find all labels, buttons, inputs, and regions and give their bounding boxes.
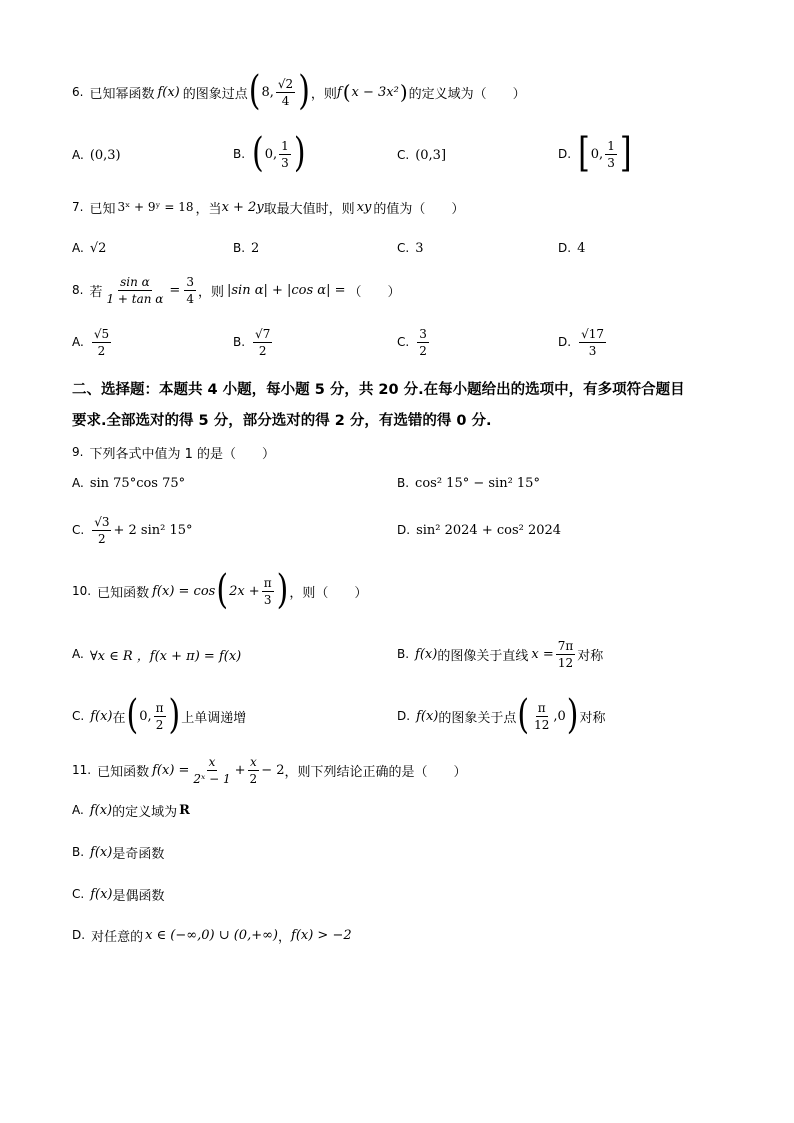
- q9-option-d: [397, 519, 561, 541]
- q11-option-a-label: A.: [72, 803, 84, 817]
- q9-c-den: 2: [98, 531, 106, 546]
- q11-f1-den: 2ˣ − 1: [193, 771, 231, 786]
- q10-c-rparen: ): [168, 691, 181, 739]
- q10-option-c-text-2: 上单调递增: [181, 710, 247, 726]
- q10-lparen: (: [216, 566, 229, 614]
- q10-option-d-frac: [532, 702, 551, 731]
- q7-text-3: 取最大值时，则: [263, 201, 355, 217]
- q8-option-c-frac: [417, 328, 429, 357]
- q7-option-a-label: A.: [72, 241, 84, 255]
- q11-f2-den: 2: [249, 771, 258, 786]
- q9-number: 9.: [72, 445, 84, 459]
- q9-option-c-rest: + 2 sin² 15°: [113, 522, 193, 538]
- q6-point-num: √2: [277, 76, 294, 91]
- q8-text-2: ，则: [197, 284, 224, 300]
- q6-text-2: 的图象过点: [182, 86, 248, 102]
- q6-option-c-label: C.: [397, 148, 410, 162]
- q10-option-a: [72, 643, 241, 665]
- q9-option-d-label: D.: [397, 523, 411, 537]
- q11-option-c-text: 是偶函数: [112, 888, 165, 904]
- q10-option-c-text: 在: [112, 710, 126, 726]
- q10-option-b: [397, 634, 603, 674]
- q6-b-rparen: ): [293, 129, 306, 177]
- q6-f: f: [336, 84, 342, 100]
- q10-d-num: π: [537, 700, 546, 715]
- q9-option-b-value: cos² 15° − sin² 15°: [415, 475, 540, 491]
- q7-option-a: [72, 236, 106, 260]
- q10-d-rparen: ): [566, 691, 579, 739]
- q8-a-den: 2: [97, 343, 106, 358]
- q7-stem: [72, 196, 464, 218]
- q11-option-c-fx: f(x): [90, 886, 113, 902]
- q10-option-c-label: C.: [72, 709, 85, 723]
- q8-a-num: √5: [93, 326, 110, 341]
- q11-f2-num: x: [249, 754, 257, 769]
- q11-option-d-text: 对任意的: [91, 929, 144, 945]
- q7-option-c-label: C.: [397, 241, 410, 255]
- q9-c-num: √3: [94, 514, 110, 529]
- q6-text-1: 已知幂函数: [89, 86, 155, 102]
- q6-paren-right: ): [298, 67, 310, 115]
- q6-d-num: 1: [607, 138, 615, 153]
- q7-option-d: [558, 238, 585, 258]
- q9-text-1: 下列各式中值为 1 的是（ ）: [89, 446, 275, 462]
- q11-option-a-r: R: [179, 802, 190, 818]
- q6-b-zero: 0,: [264, 146, 278, 162]
- q7-option-d-value: 4: [577, 240, 586, 256]
- q11-option-c: [72, 883, 165, 905]
- q10-inner-num: π: [263, 575, 272, 590]
- q6-text-3: ，则: [310, 86, 337, 102]
- q11-text-1: 已知函数: [97, 764, 150, 780]
- q8-b-den: 2: [258, 343, 267, 358]
- q6-point-frac: [276, 78, 295, 107]
- q9-stem: [72, 441, 275, 463]
- q8-b-num: √7: [255, 326, 271, 341]
- q10-option-b-text-2: 对称: [577, 648, 604, 664]
- q11-f1-num: x: [208, 754, 216, 769]
- q8-option-c-label: C.: [397, 335, 410, 349]
- q6-paren-left: (: [248, 67, 261, 115]
- q11-option-a-text: 的定义域为: [112, 804, 178, 820]
- q11-option-b-label: B.: [72, 845, 85, 859]
- q11-option-d-label: D.: [72, 928, 86, 942]
- q10-text-2: ，则（ ）: [289, 585, 368, 601]
- q10-option-d: [397, 691, 606, 739]
- q6-d-zero: 0,: [590, 146, 604, 162]
- q6-option-b: [233, 129, 307, 177]
- q10-option-a-value: ∀x ∈ R ，f(x + π) = f(x): [89, 648, 242, 664]
- q7-option-b: [233, 238, 259, 258]
- q8-lhs-num: sin α: [120, 274, 150, 289]
- q6-d-den: 3: [607, 155, 615, 170]
- q7-option-b-label: B.: [233, 241, 246, 255]
- q10-option-c-a: 0,: [139, 708, 152, 724]
- q8-lhs-frac: [104, 276, 165, 305]
- q8-option-b-label: B.: [233, 335, 246, 349]
- section-2-heading-line-1: 二、选择题：本题共 4 小题，每小题 5 分，共 20 分.在每小题给出的选项中，有多项符合题目: [72, 382, 685, 398]
- q11-option-b-fx: f(x): [90, 844, 113, 860]
- q10-b-den: 12: [557, 655, 574, 670]
- q8-eq: =: [169, 282, 181, 298]
- q6-d-rbracket: ]: [619, 129, 632, 177]
- q7-option-d-label: D.: [558, 241, 572, 255]
- q9-option-a-label: A.: [72, 476, 84, 490]
- q10-lhs: f(x) = cos: [152, 583, 216, 599]
- q10-c-lparen: (: [126, 691, 139, 739]
- q9-option-c: [72, 508, 193, 552]
- q10-option-c-frac: [154, 702, 166, 731]
- q8-c-den: 2: [419, 343, 427, 358]
- q10-inner-frac: [262, 577, 274, 606]
- q6-option-d: [558, 129, 633, 177]
- q8-expression: |sin α| + |cos α| =: [226, 282, 346, 298]
- q10-stem: [72, 566, 368, 614]
- q6-d-frac: [605, 140, 617, 169]
- q8-lhs-den: 1 + tan α: [106, 291, 164, 306]
- q10-option-b-eq: x =: [531, 646, 554, 662]
- q6-stem: [72, 67, 526, 115]
- q11-option-b: [72, 841, 164, 863]
- q9-option-c-label: C.: [72, 523, 85, 537]
- q8-number: 8.: [72, 283, 84, 297]
- q10-inner-den: 3: [263, 592, 272, 607]
- q8-rhs-frac: [184, 276, 196, 305]
- q10-option-d-fx: f(x): [416, 708, 439, 724]
- q8-option-b: [233, 322, 274, 362]
- q11-stem: [72, 750, 467, 790]
- q10-d-lparen: (: [517, 691, 530, 739]
- q8-option-c: [397, 322, 431, 362]
- q11-option-c-label: C.: [72, 887, 85, 901]
- q7-option-c: [397, 238, 423, 258]
- q8-d-den: 3: [588, 343, 597, 358]
- q10-option-a-label: A.: [72, 647, 84, 661]
- q11-lhs: f(x) =: [152, 762, 190, 778]
- q10-number: 10.: [72, 584, 92, 598]
- q6-option-b-label: B.: [233, 147, 246, 161]
- q11-frac-2: [248, 756, 260, 785]
- q8-text-3: （ ）: [348, 284, 401, 300]
- q8-option-a-label: A.: [72, 335, 84, 349]
- q9-option-c-frac: [92, 516, 111, 545]
- q6-text-4: 的定义域为（ ）: [408, 86, 526, 102]
- q11-option-d-ineq: f(x) > −2: [291, 927, 352, 943]
- q8-option-b-frac: [253, 328, 272, 357]
- q11-option-d: [72, 924, 352, 946]
- q6-point-a: 8,: [261, 84, 274, 100]
- q8-stem: [72, 268, 401, 312]
- q6-inner-rparen: ): [399, 80, 408, 104]
- q8-text-1: 若: [89, 284, 103, 300]
- q8-c-num: 3: [419, 326, 427, 341]
- q7-option-c-value: 3: [415, 240, 424, 256]
- q10-option-d-text-2: 对称: [579, 710, 606, 726]
- q10-option-c-fx: f(x): [90, 708, 113, 724]
- q9-option-d-value: sin² 2024 + cos² 2024: [416, 522, 562, 538]
- q11-minus-2: − 2: [261, 762, 285, 778]
- q7-text-2: ，当: [195, 201, 222, 217]
- q10-option-d-label: D.: [397, 709, 411, 723]
- q7-xy: xy: [356, 199, 372, 215]
- q10-option-b-text: 的图像关于直线: [437, 648, 529, 664]
- q11-option-d-sep: ，: [278, 929, 292, 945]
- q6-inner-lparen: (: [342, 80, 351, 104]
- q11-option-a: [72, 799, 190, 821]
- section-2-heading-line-2: 要求.全部选对的得 5 分，部分选对的得 2 分，有选错的得 0 分.: [72, 413, 492, 429]
- q11-text-2: ，则下列结论正确的是（ ）: [284, 764, 467, 780]
- q6-option-a-label: A.: [72, 148, 84, 162]
- q6-point-den: 4: [281, 93, 290, 108]
- q10-option-b-label: B.: [397, 647, 410, 661]
- q8-option-d: [558, 322, 608, 362]
- q6-option-a-value: (0,3): [89, 147, 121, 163]
- q8-rhs-den: 4: [186, 291, 194, 306]
- q8-option-a-frac: [92, 328, 111, 357]
- q10-option-b-fx: f(x): [415, 646, 438, 662]
- q10-c-num: π: [155, 700, 164, 715]
- q6-b-lparen: (: [252, 129, 264, 177]
- q11-option-d-set: x ∈ (−∞,0) ∪ (0,+∞): [145, 927, 278, 943]
- q9-option-b: [397, 472, 540, 494]
- q11-plus: +: [234, 762, 246, 778]
- q10-inner-a: 2x +: [229, 583, 260, 599]
- q11-number: 11.: [72, 763, 92, 777]
- q8-d-num: √17: [581, 326, 604, 341]
- q7-condition: 3ˣ + 9ʸ = 18: [117, 200, 194, 214]
- q6-b-den: 3: [281, 155, 289, 170]
- q11-frac-1: [191, 756, 232, 785]
- q8-rhs-num: 3: [186, 274, 194, 289]
- q6-d-lbracket: [: [578, 129, 590, 177]
- q7-expression: x + 2y: [221, 199, 264, 215]
- q7-number: 7.: [72, 200, 84, 214]
- q6-option-a: [72, 140, 121, 170]
- q6-option-d-label: D.: [558, 147, 572, 161]
- q9-option-a-value: sin 75°cos 75°: [89, 475, 186, 491]
- q10-b-num: 7π: [557, 638, 574, 653]
- q8-option-a: [72, 322, 113, 362]
- q10-option-c: [72, 691, 247, 739]
- q10-rparen: ): [276, 566, 289, 614]
- q7-text-4: 的值为（ ）: [373, 201, 465, 217]
- q6-number: 6.: [72, 85, 84, 99]
- q9-option-a: [72, 472, 185, 494]
- q6-option-c: [397, 140, 446, 170]
- q9-option-b-label: B.: [397, 476, 410, 490]
- q6-b-frac: [279, 140, 291, 169]
- q7-option-b-value: 2: [251, 240, 260, 256]
- q10-option-d-text: 的图象关于点: [438, 710, 517, 726]
- q10-d-den: 12: [534, 717, 550, 732]
- q10-text-1: 已知函数: [97, 585, 150, 601]
- q6-inner: x − 3x²: [351, 84, 399, 100]
- q8-option-d-frac: [579, 328, 606, 357]
- q10-c-den: 2: [155, 717, 164, 732]
- q6-b-num: 1: [281, 138, 289, 153]
- q10-option-b-frac: [556, 640, 576, 669]
- q7-option-a-value: √2: [89, 240, 107, 256]
- q7-text-1: 已知: [89, 201, 116, 217]
- q8-option-d-label: D.: [558, 335, 572, 349]
- q10-option-d-b: ,0: [553, 708, 566, 724]
- q6-fx: f(x): [157, 84, 180, 100]
- q11-option-b-text: 是奇函数: [112, 846, 165, 862]
- q6-option-c-value: (0,3]: [415, 147, 447, 163]
- q11-option-a-fx: f(x): [89, 802, 113, 818]
